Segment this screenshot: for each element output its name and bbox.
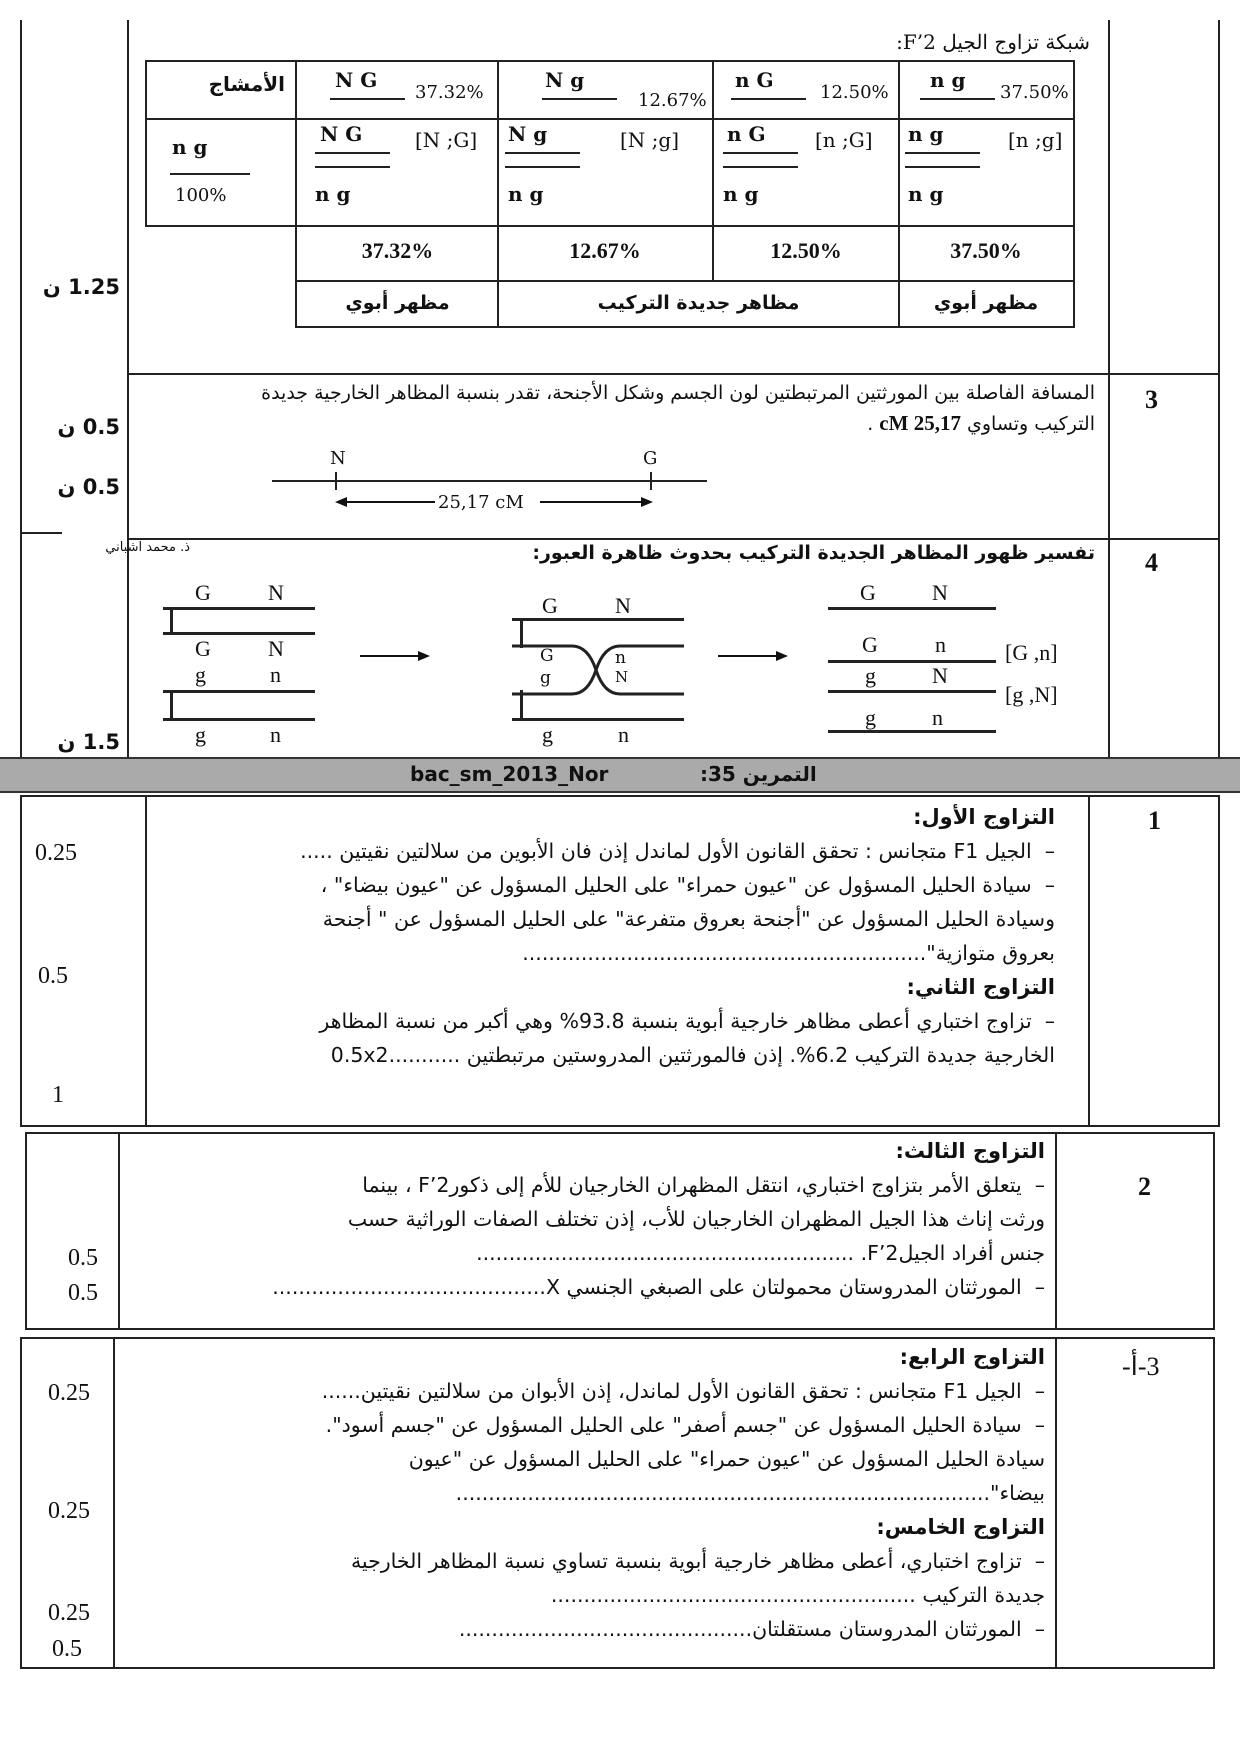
allele: g — [865, 663, 876, 688]
bullet-text: المورثتان المدروستان محمولتان على الصبغي الجنسي X.......................................... — [272, 1275, 1022, 1299]
heading: التزاوج الثاني: — [906, 975, 1055, 999]
gamete-label: N g — [545, 68, 585, 92]
map-left-gene: N — [330, 448, 346, 469]
allele: g — [542, 722, 553, 747]
allele: n — [270, 722, 281, 747]
score: 1 — [52, 1082, 64, 1108]
allele: n — [935, 632, 946, 657]
gamete-pct: 12.50% — [820, 82, 889, 103]
continuation: بعروق متوازية".............................................................. — [522, 941, 1055, 965]
bullet: – الجيل F1 متجانس : تحقق القانون الأول لماندل، إذن الأبوان من سلالتين نقيتين...... — [321, 1379, 1045, 1403]
q3-line-1: المسافة الفاصلة بين المورثتين المرتبطتين لون الجسم وشكل الأجنحة، تقدر بنسبة المظاهر الخارجية جديدة — [261, 382, 1095, 404]
bullet: – يتعلق الأمر بتزاوج اختباري، انتقل المظهران الخارجيان للأم إلى ذكورF’2 ، بينما — [362, 1173, 1045, 1197]
allele: n — [615, 648, 626, 668]
gamete-col-1 — [300, 68, 495, 118]
bullet: – المورثتان المدروستان مستقلتان............................................. — [458, 1617, 1045, 1641]
phenotype: [n ;G] — [815, 128, 873, 152]
score: 1.25 ن — [42, 275, 120, 299]
q3-dot: . — [867, 413, 874, 435]
bullet-text: سيادة الحليل المسؤول عن "جسم أصفر" على الحليل المسؤول عن "جسم أسود". — [325, 1413, 1022, 1437]
block-3-content — [125, 1340, 1045, 1646]
allele: G — [540, 646, 554, 666]
continuation: وسيادة الحليل المسؤول عن "أجنحة بعروق متفرعة" على الحليل المسؤول عن " أجنحة — [322, 907, 1055, 931]
gamete-col-3 — [715, 68, 897, 118]
genotype-bottom: n g — [908, 182, 944, 206]
allele: G — [195, 580, 211, 605]
exercise-label: التمرين 35: — [700, 762, 817, 786]
allele: n — [618, 722, 629, 747]
bullet: – سيادة الحليل المسؤول عن "جسم أصفر" على الحليل المسؤول عن "جسم أسود". — [325, 1413, 1045, 1437]
allele: g — [195, 662, 206, 687]
genotype-top: N g — [508, 122, 548, 146]
heading: التزاوج الثالث: — [895, 1139, 1045, 1163]
gamete-col-4 — [900, 68, 1072, 118]
gamete-col-2 — [500, 68, 710, 118]
allele: g — [865, 705, 876, 730]
phenotype: [N ;g] — [620, 128, 680, 152]
result-1: 37.32% — [361, 238, 434, 263]
allele: N — [932, 580, 948, 605]
allele: N — [615, 593, 631, 618]
heading: التزاوج الخامس: — [876, 1515, 1045, 1539]
allele: g — [540, 668, 551, 688]
bullet: – المورثتان المدروستان محمولتان على الصبغي الجنسي X.......................................... — [272, 1275, 1045, 1299]
continuation: الخارجية جديدة التركيب 6.2%. إذن فالمورثتين المدروستين مرتبطتين ...........0.5x2 — [330, 1043, 1055, 1067]
row-gamete — [150, 125, 290, 220]
genotype-cell-4 — [900, 122, 1072, 222]
bullet-text: المورثتان المدروستان مستقلتان............................................. — [458, 1617, 1022, 1641]
arrow-right-icon — [360, 648, 432, 664]
allele: g — [195, 722, 206, 747]
bullet-text: تزاوج اختباري، أعطى مظاهر خارجية أبوية بنسبة تساوي نسبة المظاهر الخارجية — [350, 1549, 1022, 1573]
continuation: جديدة التركيب ........................................................ — [550, 1583, 1045, 1607]
gamete-label: n g — [930, 68, 966, 92]
question-number: 2 — [1138, 1172, 1151, 1201]
recombinant-phenotype: [g ,N] — [1005, 682, 1058, 707]
allele: N — [268, 580, 284, 605]
gamete-label: n G — [735, 68, 774, 92]
q3-label: التركيب وتساوي — [966, 413, 1095, 435]
continuation: ورثت إناث هذا الجيل المظهران الخارجيان للأب، إذن تختلف الصفات الوراثية حسب — [347, 1207, 1045, 1231]
map-distance: 25,17 cM — [438, 492, 524, 513]
bullet: – الجيل F1 متجانس : تحقق القانون الأول لماندل إذن فان الأبوين من سلالتين نقيتين ..... — [300, 839, 1055, 863]
genotype-top: N G — [320, 122, 363, 146]
gamete-pct: 37.50% — [1000, 82, 1069, 103]
genotype-cell-3 — [715, 122, 897, 222]
allele: G — [862, 632, 878, 657]
map-right-gene: G — [643, 448, 658, 469]
allele: G — [542, 593, 558, 618]
chiasma — [512, 640, 684, 700]
genotype-bottom: n g — [723, 182, 759, 206]
score: 0.5 — [68, 1245, 98, 1271]
exercise-code: bac_sm_2013_Nor — [410, 762, 609, 786]
allele: G — [860, 580, 876, 605]
type-parental-2: مظهر أبوي — [933, 292, 1039, 314]
score: 0.5 ن — [57, 475, 120, 499]
allele: n — [270, 662, 281, 687]
allele: N — [268, 636, 284, 661]
allele: N — [615, 668, 629, 686]
genotype-top: n g — [908, 122, 944, 146]
gamete-pct: 37.32% — [415, 82, 484, 103]
score: 0.5 — [38, 963, 68, 989]
bullet: – تزاوج اختباري، أعطى مظاهر خارجية أبوية بنسبة تساوي نسبة المظاهر الخارجية — [350, 1549, 1045, 1573]
score: 0.25 — [48, 1498, 90, 1524]
q3-text — [135, 378, 1095, 439]
q3-line-2 — [135, 408, 1095, 439]
phenotype: [n ;g] — [1008, 128, 1063, 152]
type-recombinant: مظاهر جديدة التركيب — [597, 292, 800, 314]
block-2-content — [125, 1134, 1045, 1304]
question-number: 3 — [1145, 385, 1158, 414]
recombinant-phenotype: [G ,n] — [1005, 640, 1058, 665]
author: ذ. محمد اشباني — [105, 540, 190, 555]
genotype-bottom: n g — [508, 182, 544, 206]
heading: التزاوج الأول: — [913, 805, 1055, 829]
gamete-label: n g — [172, 135, 208, 159]
continuation: بيضاء".................................................................................. — [455, 1481, 1045, 1505]
allele: n — [932, 705, 943, 730]
bullet-text: يتعلق الأمر بتزاوج اختباري، انتقل المظهران الخارجيان للأم إلى ذكورF’2 ، بينما — [362, 1173, 1022, 1197]
heading: التزاوج الرابع: — [899, 1345, 1045, 1369]
score: 0.25 — [48, 1600, 90, 1626]
genotype-cell-2 — [500, 122, 710, 222]
exercise-banner — [0, 757, 1240, 793]
cross-title: شبكة تزاوج الجيل F’2: — [896, 30, 1090, 54]
allele: G — [195, 636, 211, 661]
gamete-label: N G — [335, 68, 378, 92]
q3-value: 25,17 cM — [879, 411, 961, 435]
phenotype: [N ;G] — [415, 128, 478, 152]
score: 0.5 — [52, 1636, 82, 1662]
question-number: 3-أ- — [1122, 1352, 1160, 1381]
q4-title: تفسير ظهور المظاهر الجديدة التركيب بحدوث ظاهرة العبور: — [532, 542, 1095, 564]
score: 0.25 — [48, 1380, 90, 1406]
result-4: 37.50% — [950, 238, 1022, 263]
bullet-text: تزاوج اختباري أعطى مظاهر خارجية أبوية بنسبة 93.8% وهي أكبر من نسبة المظاهر — [319, 1009, 1032, 1033]
result-2: 12.67% — [569, 238, 641, 263]
arrow-right-icon — [718, 648, 790, 664]
bullet-text: سيادة الحليل المسؤول عن "عيون حمراء" على الحليل المسؤول عن "عيون بيضاء" ، — [320, 873, 1032, 897]
allele: N — [932, 663, 948, 688]
bullet: – سيادة الحليل المسؤول عن "عيون حمراء" على الحليل المسؤول عن "عيون بيضاء" ، — [320, 873, 1055, 897]
gametes-header: الأمشاج — [208, 72, 285, 96]
bullet: – تزاوج اختباري أعطى مظاهر خارجية أبوية بنسبة 93.8% وهي أكبر من نسبة المظاهر — [319, 1009, 1055, 1033]
bullet-text: الجيل F1 متجانس : تحقق القانون الأول لماندل، إذن الأبوان من سلالتين نقيتين...... — [321, 1379, 1022, 1403]
genotype-top: n G — [727, 122, 766, 146]
gamete-pct: 12.67% — [638, 90, 707, 111]
score: 0.5 ن — [57, 415, 120, 439]
continuation: جنس أفراد الجيلF’2. .......................................................... — [476, 1241, 1045, 1265]
score: 1.5 ن — [57, 730, 120, 754]
continuation: سيادة الحليل المسؤول عن "عيون حمراء" على الحليل المسؤول عن "عيون — [408, 1447, 1045, 1471]
question-number: 1 — [1148, 806, 1161, 835]
question-number: 4 — [1145, 548, 1158, 577]
result-3: 12.50% — [770, 238, 842, 263]
genotype-cell-1 — [300, 122, 495, 222]
bullet-text: الجيل F1 متجانس : تحقق القانون الأول لماندل إذن فان الأبوين من سلالتين نقيتين ..... — [300, 839, 1032, 863]
type-parental: مظهر أبوي — [345, 292, 450, 314]
genotype-bottom: n g — [315, 182, 351, 206]
gamete-pct: 100% — [175, 185, 227, 206]
score: 0.5 — [68, 1280, 98, 1306]
score: 0.25 — [35, 840, 77, 866]
block-1-content — [150, 800, 1055, 1072]
